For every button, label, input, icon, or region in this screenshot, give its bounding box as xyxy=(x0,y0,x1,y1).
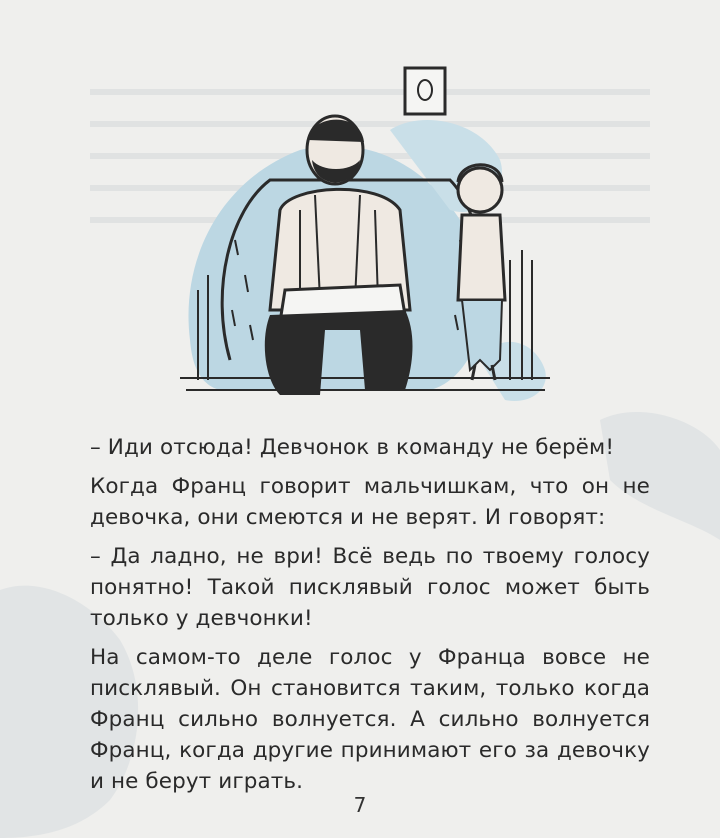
story-text xyxy=(90,432,650,805)
paragraph-3: – Да ладно, не ври! Всё ведь по твоему голосу понятно! Такой писклявый голос может быть только у девчонки! xyxy=(90,544,650,631)
paragraph-1: – Иди отсюда! Девчонок в команду не берём! xyxy=(90,435,615,460)
paragraph-4: На самом-то деле голос у Франца вовсе не писклявый. Он становится таким, только когда Франц сильно волнуется. А сильно волнуется Франц, когда другие принимают его за девочку и не берут играть. xyxy=(90,645,650,794)
father-and-child-armchair-illustration xyxy=(150,60,570,420)
paragraph-2: Когда Франц говорит мальчишкам, что он не девочка, они смеются и не верят. И говорят: xyxy=(90,474,650,530)
page-number: 7 xyxy=(353,793,367,817)
